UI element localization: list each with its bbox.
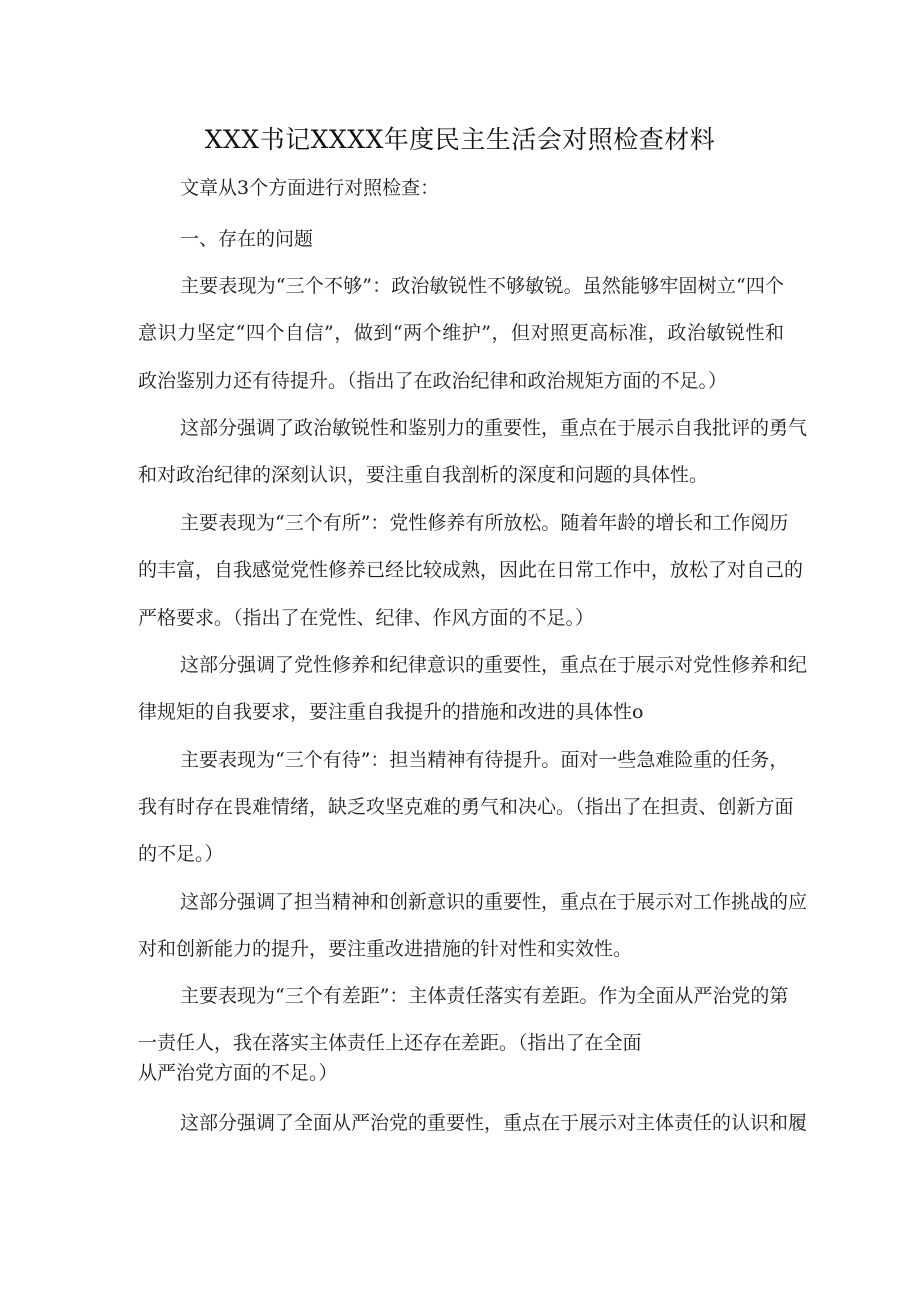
- paragraph-line: 的不足。）: [138, 843, 224, 865]
- section-heading: 一、存在的问题: [180, 228, 314, 250]
- intro-line: 文章从3个方面进行对照检查：: [180, 177, 440, 199]
- paragraph-line: 主要表现为“三个不够”：政治敏锐性不够敏锐。虽然能够牢固树立“四个: [180, 275, 784, 297]
- paragraph-line: 这部分强调了党性修养和纪律意识的重要性，重点在于展示对党性修养和纪: [180, 654, 808, 676]
- paragraph-line: 这部分强调了政治敏锐性和鉴别力的重要性，重点在于展示自我批评的勇气: [180, 417, 808, 439]
- paragraph-line: 政治鉴别力还有待提升。（指出了在政治纪律和政治规矩方面的不足。）: [138, 370, 728, 392]
- paragraph-line: 从严治党方面的不足。）: [138, 1062, 338, 1084]
- paragraph-line: 这部分强调了担当精神和创新意识的重要性，重点在于展示对工作挑战的应: [180, 891, 808, 913]
- paragraph-line: 我有时存在畏难情绪，缺乏攻坚克难的勇气和决心。（指出了在担责、创新方面: [138, 796, 794, 818]
- paragraph-line: 律规矩的自我要求，要注重自我提升的措施和改进的具体性o: [138, 701, 644, 723]
- paragraph-line: 对和创新能力的提升，要注重改进措施的针对性和实效性。: [138, 938, 633, 960]
- paragraph-line: 主要表现为“三个有待”：担当精神有待提升。面对一些急难险重的任务，: [180, 749, 789, 771]
- paragraph-line: 一责任人，我在落实主体责任上还存在差距。（指出了在全面: [138, 1032, 642, 1054]
- paragraph-line: 意识力坚定“四个自信”，做到“两个维护”，但对照更高标准，政治敏锐性和: [138, 322, 784, 344]
- paragraph-line: 和对政治纪律的深刻认识，要注重自我剖析的深度和问题的具体性。: [138, 464, 709, 486]
- paragraph-line: 这部分强调了全面从严治党的重要性，重点在于展示对主体责任的认识和履: [180, 1112, 808, 1134]
- paragraph-line: 严格要求。（指出了在党性、纪律、作风方面的不足。）: [138, 607, 595, 629]
- paragraph-line: 主要表现为“三个有所”：党性修养有所放松。随着年龄的增长和工作阅历: [180, 512, 789, 534]
- paragraph-line: 主要表现为“三个有差距”：主体责任落实有差距。作为全面从严治党的第: [180, 985, 789, 1007]
- paragraph-line: 的丰富，自我感觉党性修养已经比较成熟，因此在日常工作中，放松了对自己的: [138, 559, 804, 581]
- document-title: XXX书记XXXX年度民主生活会对照检查材料: [204, 125, 716, 154]
